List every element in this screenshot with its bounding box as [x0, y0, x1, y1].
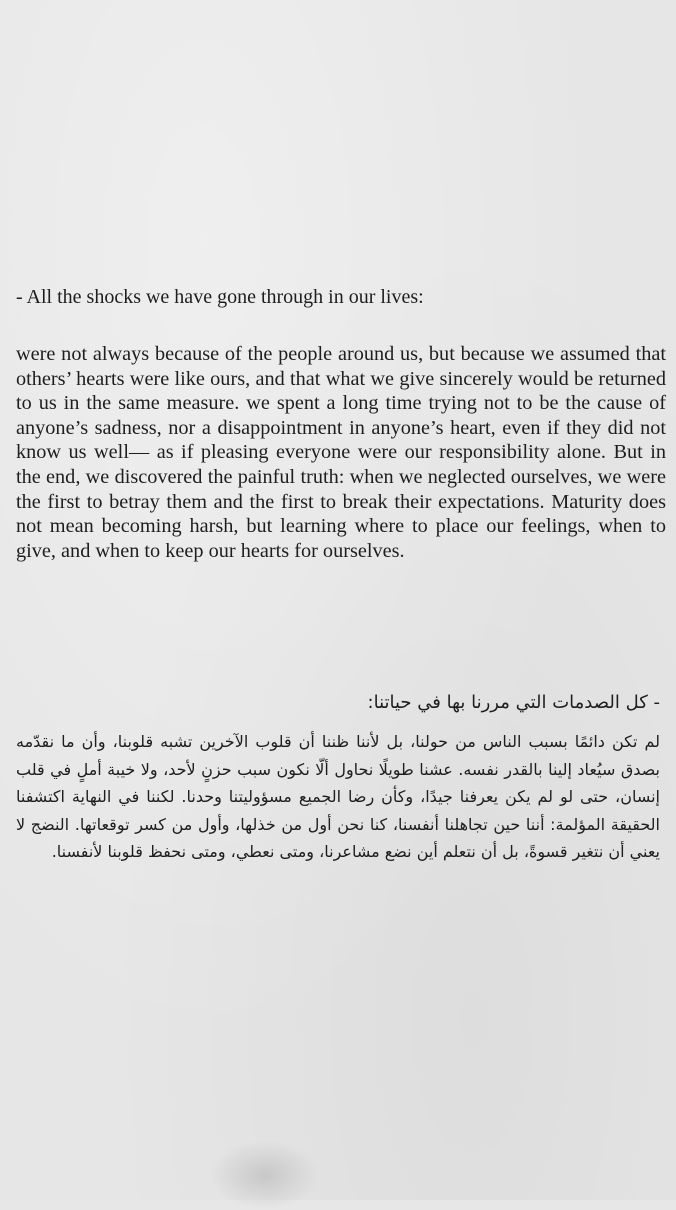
arabic-heading: - كل الصدمات التي مررنا بها في حياتنا:: [367, 692, 660, 713]
english-paragraph: were not always because of the people around us, but because we assumed that others’ hearts were like ours, and that what we give sincerely would be returned to us in the same measure. we spent a long time trying not to be the cause of anyone’s sadness, nor a disappointment in anyone’s heart, even if they did not know us well— as if pleasing everyone were our responsibility alone. But in the end, we discovered the painful truth: when we neglected ourselves, we were the first to betray them and the first to break their expectations. Maturity does not mean becoming harsh, but learning where to place our feelings, when to give, and when to keep our hearts for ourselves.: [16, 343, 666, 562]
arabic-paragraph: لم تكن دائمًا بسبب الناس من حولنا، بل لأننا ظننا أن قلوب الآخرين تشبه قلوبنا، وأن ما نقدّمه بصدق سيُعاد إلينا بالقدر نفسه. عشنا طويلًا نحاول ألّا نكون سبب حزنٍ لأحد، ولا خيبة أملٍ في قلب إنسان، حتى لو لم يكن يعرفنا جيدًا، وكأن رضا الجميع مسؤوليتنا وحدنا. لكننا في النهاية اكتشفنا الحقيقة المؤلمة: أننا حين تجاهلنا أنفسنا، كنا نحن أول من خذلها، وأول من كسر توقعاتها. النضج لا يعني أن نتغير قسوةً، بل أن نتعلم أين نضع مشاعرنا، ومتى نعطي، ومتى نحفظ قلوبنا لأنفسنا.: [16, 732, 660, 861]
english-heading: - All the shocks we have gone through in our lives:: [16, 286, 424, 308]
